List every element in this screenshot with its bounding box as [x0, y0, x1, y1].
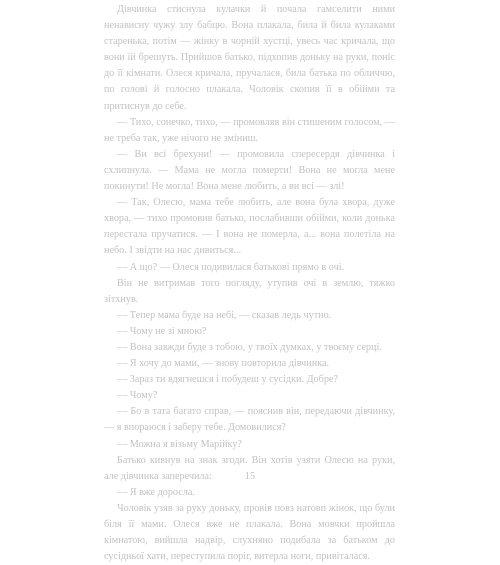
paragraph-15: Батько кивнув на знак згоди. Він хотів узяти Олесю на руки, але дівчинка заперечила:: [104, 454, 395, 482]
paragraph-9: — Вона завжди буде з тобою, у твоїх думках, у твоєму серці.: [117, 341, 382, 353]
paragraph-17: Чоловік узяв за руку доньку, провів повз натовп жінок, що були біля її мами. Олеся вже не плакала. Вона мовчки пройшла кімнатою, вийшла надвір, слухняно подибала за батьком до сусідньої хати, переступила поріг, витерла ноги, привіталася.: [104, 502, 395, 563]
paragraph-4: — Так, Олесю, мама тебе любить, але вона була хвора, дуже хвора, — тихо промовив батько, послабивши обійми, коли донька перестала пручатися. — І вона не померла, а... вона полетіла на небо. І звідти на нас дивиться...: [104, 197, 395, 257]
paragraph-2: — Тихо, сонечко, тихо, — промовляв він стишеним голосом, — не треба так, уже нічого не зміниш.: [104, 116, 395, 144]
paragraph-13: — Бо в тата багато справ, — пояснив він, передаючи дівчинку, — я впораюся і заберу тебе. Домовилися?: [104, 406, 395, 434]
paragraph-12: — Чому?: [117, 390, 158, 402]
paragraph-1: Дівчинка стиснула кулачки й почала гамселити ними ненависну чужу злу бабцю. Вона плакала, била й била кулаками старенька, потім — жінку в чорній хустці, увесь час кричала, що вони їй брешуть. Прийшов батько, підхопив доньку на руки, поніс до її кімнати. Олеся кричала, пручалася, била батька по обличчю, по голові й голосно плакала. Чоловік скопив її в обійми та притиснув до себе.: [104, 4, 395, 112]
paragraph-11: — Зараз ти вдягнешся і побудеш у сусідки. Добре?: [117, 374, 338, 386]
paragraph-16: — Я вже доросла.: [117, 486, 195, 498]
page-number: 15: [244, 471, 256, 482]
paragraph-8: — Чому не зі мною?: [117, 325, 207, 337]
paragraph-3: — Ви всі брехуни! — промовила спересердя дівчинка і схлипнула. — Мама не могла померти! Вона не могла мене покинути! Не могла! Вона мене любить, а ви всі — злі!: [104, 148, 395, 193]
paragraph-7: — Тепер мама буде на небі, — сказав ледь чутно.: [117, 309, 332, 321]
paragraph-14: — Можна я візьму Марійку?: [117, 438, 242, 450]
paragraph-6: Він не витримав того погляду, утупив очі в землю, тяжко зітхнув.: [104, 277, 395, 305]
paragraph-10: — Я хочу до мами, — знову повторила дівчинка.: [117, 358, 330, 370]
paragraph-5: — А що? — Олеся подивилася батькові прямо в очі.: [117, 261, 345, 273]
